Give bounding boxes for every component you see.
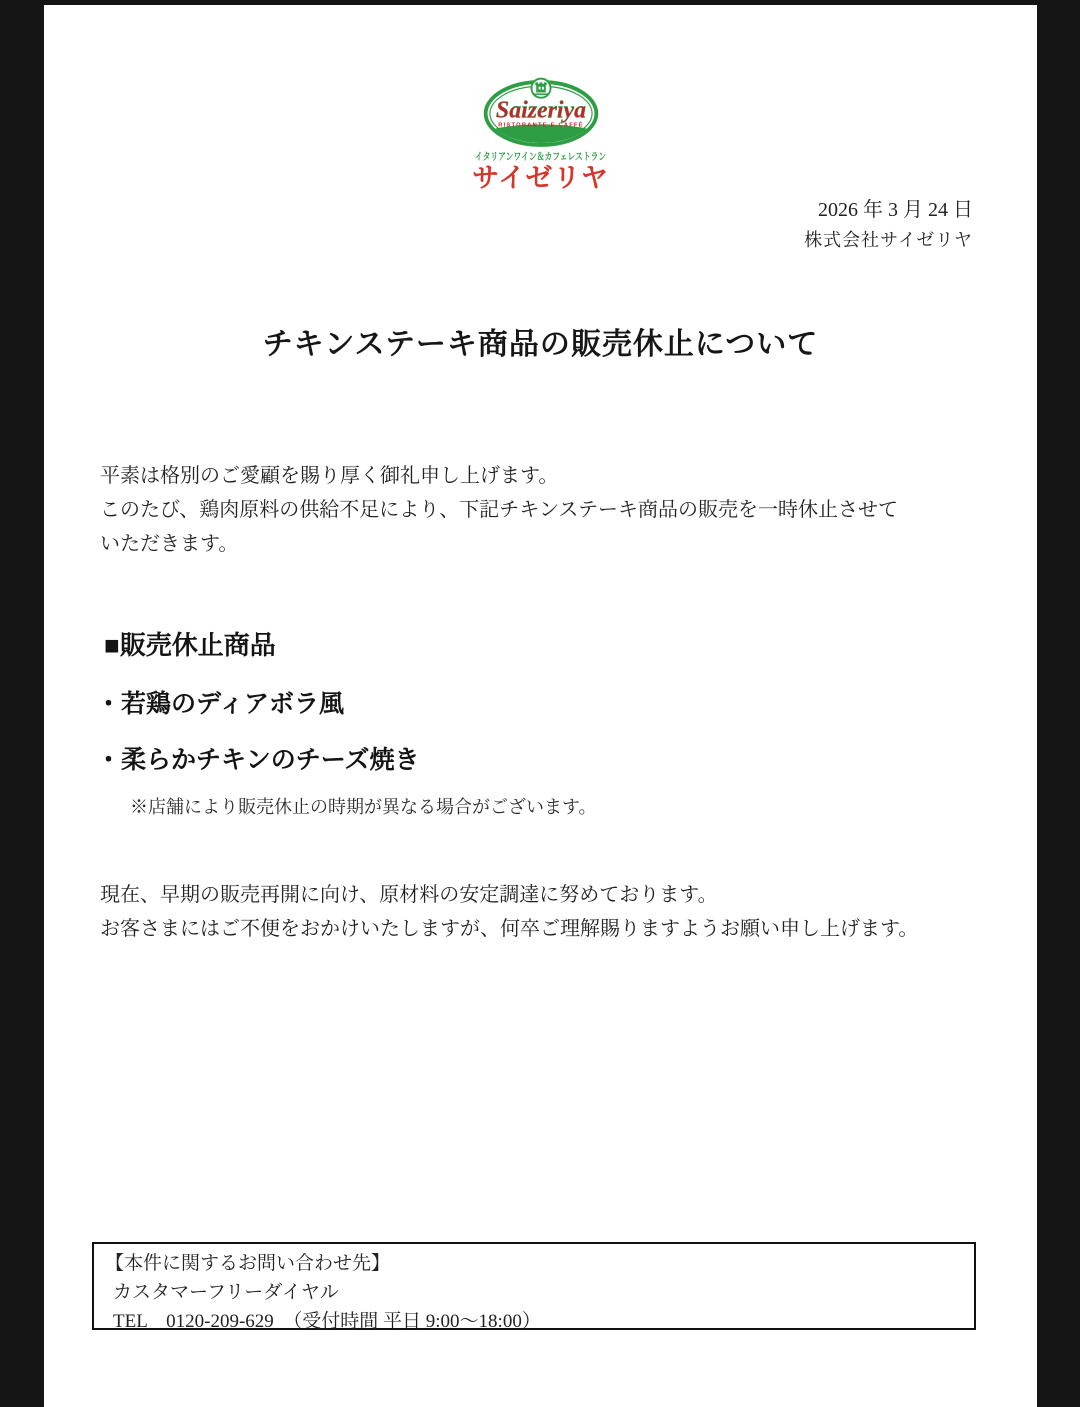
suspended-products-heading: ■販売休止商品 — [104, 631, 276, 660]
logo-brand-sub-text: RISTORANTE E CAFFÈ — [497, 122, 584, 129]
paragraph-line: このたび、鶏肉原料の供給不足により、下記チキンステーキ商品の販売を一時休止させて — [100, 499, 898, 521]
paragraph-line: 平素は格別のご愛顧を賜り厚く御礼申し上げます。 — [100, 465, 559, 487]
product-item-cheese-baked-chicken: ・柔らかチキンのチーズ焼き — [96, 747, 420, 774]
paragraph-line: お客さまにはご不便をおかけいたしますが、何卒ご理解賜りますようお願い申し上げます。 — [100, 918, 919, 940]
paragraph-line: 現在、早期の販売再開に向け、原材料の安定調達に努めております。 — [100, 884, 718, 906]
contact-info-box — [92, 1242, 976, 1330]
logo-brand-script-text: Saizeriya — [495, 97, 586, 124]
header-date-block — [804, 195, 973, 255]
logo-tagline: イタリアンワイン＆カフェレストラン — [474, 152, 607, 163]
release-date: 2026 年 3 月 24 日 — [818, 199, 973, 221]
contact-phone-line: TEL 0120-209-629 （受付時間 平日 9:00～18:00） — [113, 1311, 541, 1332]
contact-heading: 【本件に関するお問い合わせ先】 — [105, 1253, 391, 1274]
product-item-diavola: ・若鶏のディアボラ風 — [96, 691, 345, 718]
saizeriya-logo-oval — [478, 77, 604, 148]
contact-customer-dial-label: カスタマーフリーダイヤル — [113, 1282, 339, 1303]
logo-katakana-wordmark: サイゼリヤ — [472, 163, 609, 193]
store-variation-note: ※店舗により販売休止の時期が異なる場合がございます。 — [130, 797, 597, 817]
saizeriya-logo — [44, 77, 1037, 192]
logo-crest-icon — [531, 79, 550, 98]
document-page — [44, 5, 1037, 1407]
paragraph-line: いただきます。 — [100, 533, 239, 555]
company-name: 株式会社サイゼリヤ — [804, 230, 973, 250]
opening-paragraph — [100, 459, 898, 561]
closing-paragraph — [100, 878, 918, 946]
document-title: チキンステーキ商品の販売休止について — [262, 328, 819, 361]
